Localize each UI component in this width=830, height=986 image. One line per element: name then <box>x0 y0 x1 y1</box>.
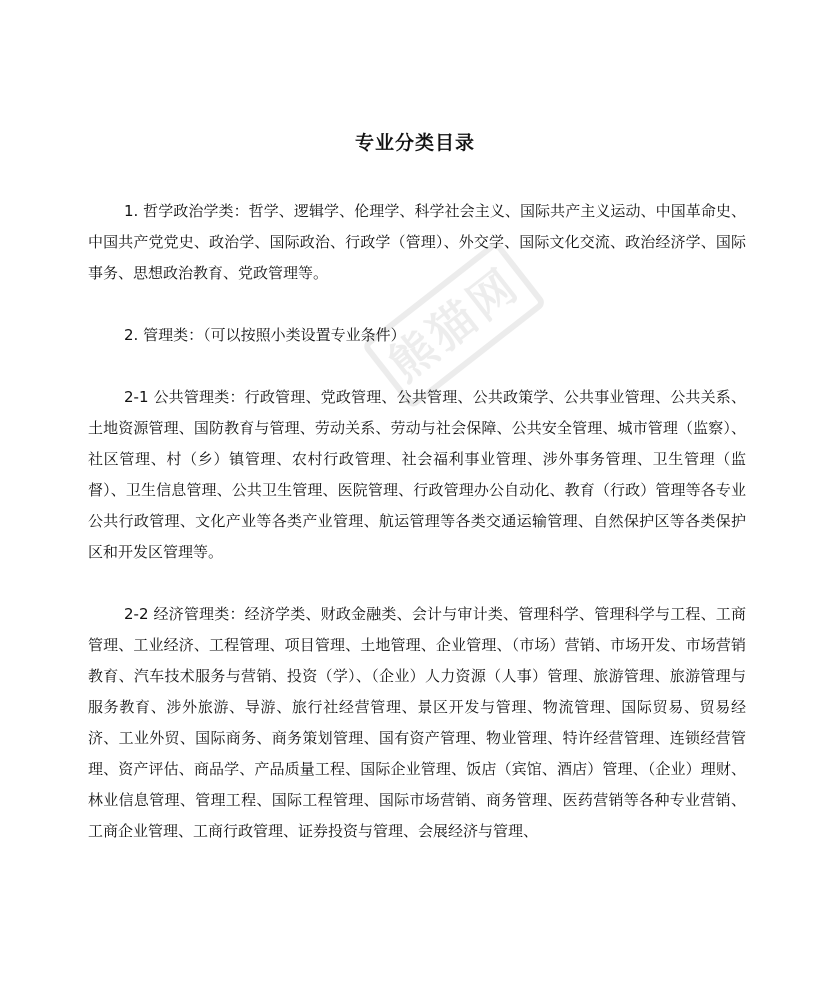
page-title: 专业分类目录 <box>354 132 475 154</box>
paragraph-economic-management: 2-2 经济管理类：经济学类、财政金融类、会计与审计类、管理科学、管理科学与工程、工商管理、工业经济、工程管理、项目管理、土地管理、企业管理、（市场）营销、市场开发、市场营销教育、汽车技术服务与营销、投资（学）、（企业）人力资源（人事）管理、旅游管理、旅游管理与服务教育、涉外旅游、导游、旅行社经营管理、景区开发与管理、物流管理、国际贸易、贸易经济、工业外贸、国际商务、商务策划管理、国有资产管理、物业管理、特许经营管理、连锁经营管理、资产评估、商品学、产品质量工程、国际企业管理、饭店（宾馆、酒店）管理、（企业）理财、林业信息管理、管理工程、国际工程管理、国际市场营销、商务管理、医药营销等各种专业营销、工商企业管理、工商行政管理、证券投资与管理、会展经济与管理、 <box>88 605 746 840</box>
paragraph-philosophy-politics: 1. 哲学政治学类：哲学、逻辑学、伦理学、科学社会主义、国际共产主义运动、中国革命史、中国共产党党史、政治学、国际政治、行政学（管理）、外交学、国际文化交流、政治经济学、国际事务、思想政治教育、党政管理等。 <box>88 202 746 282</box>
document-body <box>88 196 746 878</box>
paragraph-management: 2. 管理类：（可以按照小类设置专业条件） <box>124 326 406 344</box>
watermark-text: 熊猫网 <box>361 239 547 410</box>
paragraph-public-management: 2-1 公共管理类：行政管理、党政管理、公共管理、公共政策学、公共事业管理、公共关系、土地资源管理、国防教育与管理、劳动关系、劳动与社会保障、公共安全管理、城市管理（监察）、社区管理、村（乡）镇管理、农村行政管理、社会福利事业管理、涉外事务管理、卫生管理（监督）、卫生信息管理、公共卫生管理、医院管理、行政管理办公自动化、教育（行政）管理等各专业公共行政管理、文化产业等各类产业管理、航运管理等各类交通运输管理、自然保护区等各类保护区和开发区管理等。 <box>88 388 746 561</box>
